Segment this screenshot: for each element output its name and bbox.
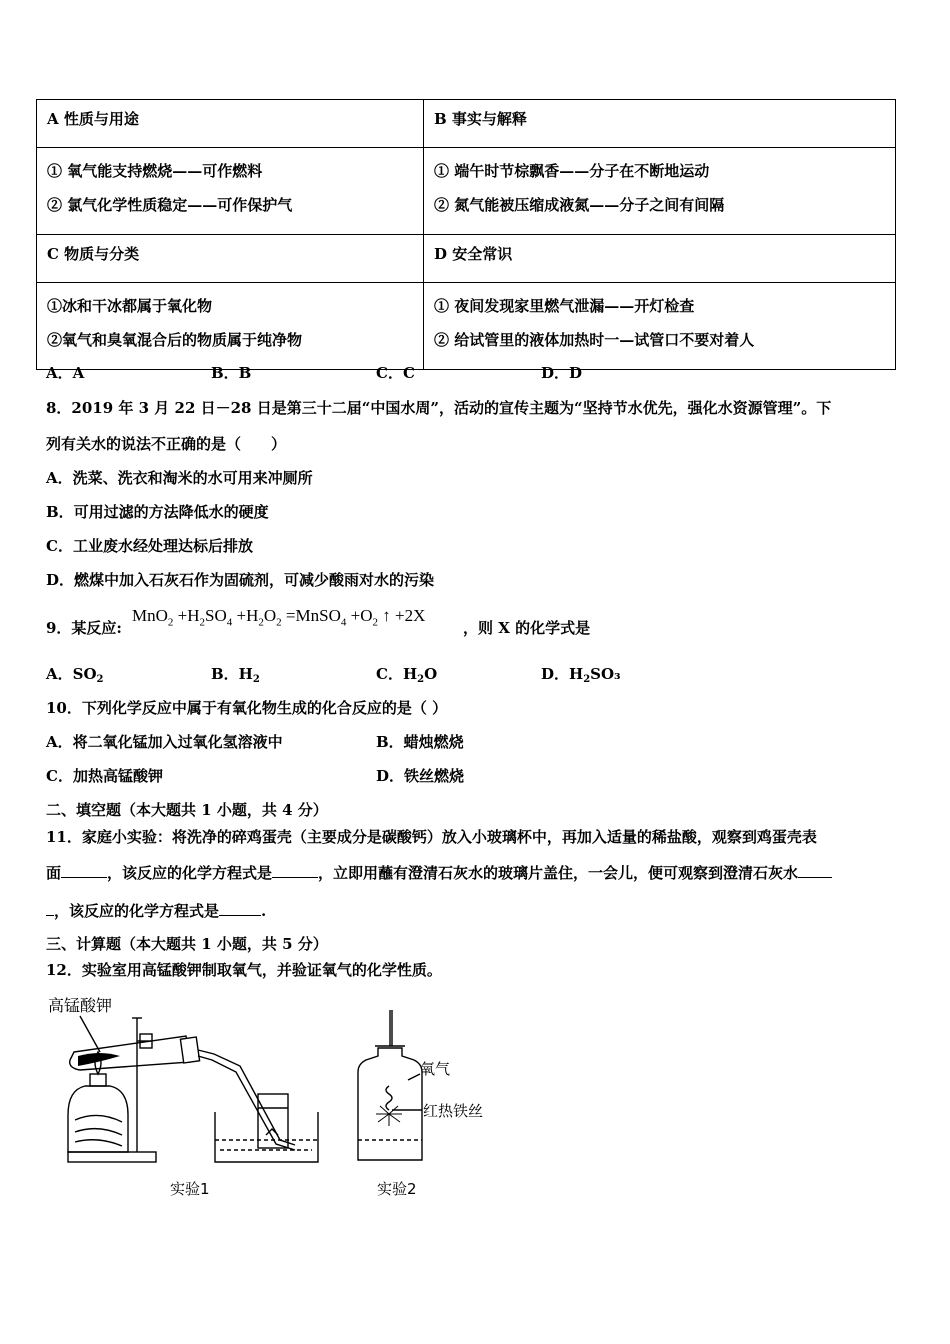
b-line-1: ① 端午时节棕飘香——分子在不断地运动 xyxy=(434,162,710,180)
q11-line2: 面 ，该反应的化学方程式是 ，立即用蘸有澄清石灰水的玻璃片盖住，一会儿，便可观察到澄清石灰水 xyxy=(46,862,832,883)
q7-option-a: A．A xyxy=(46,364,85,382)
stand-base xyxy=(68,1152,156,1162)
q10-option-d: D．铁丝燃烧 xyxy=(376,767,465,785)
caption-experiment-2: 实验2 xyxy=(377,1180,417,1198)
a-line-1: ① 氧气能支持燃烧——可作燃料 xyxy=(47,162,263,180)
oxygen-bottle xyxy=(358,1048,422,1160)
cell-d-header: D 安全常识 xyxy=(424,235,896,283)
section-3-heading: 三、计算题（本大题共 1 小题，共 5 分） xyxy=(46,935,328,953)
delivery-tube xyxy=(198,1050,295,1145)
label-kmno4: 高锰酸钾 xyxy=(48,996,113,1015)
d-line-1: ① 夜间发现家里燃气泄漏——开灯检查 xyxy=(434,297,695,315)
q8-option-d: D．燃煤中加入石灰石作为固硫剂，可减少酸雨对水的污染 xyxy=(46,571,435,589)
c-line-1: ①冰和干冰都属于氧化物 xyxy=(47,297,213,315)
section-2-heading: 二、填空题（本大题共 1 小题，共 4 分） xyxy=(46,801,328,819)
cell-d-content xyxy=(424,283,896,370)
q10-option-c: C．加热高锰酸钾 xyxy=(46,767,163,785)
q9-suffix: ，则 X 的化学式是 xyxy=(463,619,591,637)
caption-experiment-1: 实验1 xyxy=(170,1180,210,1198)
blank-2 xyxy=(272,863,318,878)
q9-option-d: D．$H_2SO_3$ xyxy=(541,665,621,685)
q9-prefix: 9．某反应: xyxy=(46,619,122,637)
q10-stem: 10．下列化学反应中属于有氧化物生成的化合反应的是（ ） xyxy=(46,699,448,717)
label-oxygen: 氧气 xyxy=(420,1060,451,1078)
cell-a-content xyxy=(37,148,424,235)
cell-c-header: C 物质与分类 xyxy=(37,235,424,283)
q7-table xyxy=(36,99,896,370)
q8-option-b: B．可用过滤的方法降低水的硬度 xyxy=(46,503,269,521)
a-line-2: ② 氯气化学性质稳定——可作保护气 xyxy=(47,196,293,214)
cell-b-header: B 事实与解释 xyxy=(424,100,896,148)
q10-option-b: B．蜡烛燃烧 xyxy=(376,733,464,751)
iron-wire-coil xyxy=(386,1086,392,1110)
q12-stem: 12．实验室用高锰酸钾制取氧气，并验证氧气的化学性质。 xyxy=(46,961,442,979)
label-iron-wire: 红热铁丝 xyxy=(423,1102,484,1120)
blank-4 xyxy=(219,901,261,916)
b-line-2: ② 氮气能被压缩成液氮——分子之间有间隔 xyxy=(434,196,725,214)
q11-line3: ，该反应的化学方程式是 . xyxy=(46,900,266,921)
blank-1 xyxy=(61,863,107,878)
q9-option-b: B．$H_2$ xyxy=(211,665,260,685)
q8-stem-line1: 8．2019 年 3 月 22 日－28 日是第三十二届“中国水周”，活动的宣传主题为“坚持节水优先，强化水资源管理”。下 xyxy=(46,399,832,417)
q8-option-a: A．洗菜、洗衣和淘米的水可用来冲厕所 xyxy=(46,469,313,487)
cell-c-content xyxy=(37,283,424,370)
experiment-figure xyxy=(40,990,510,1205)
q7-option-c: C．C xyxy=(376,364,415,382)
q11-line1: 11．家庭小实验：将洗净的碎鸡蛋壳（主要成分是碳酸钙）放入小玻璃杯中，再加入适量的稀盐酸，观察到鸡蛋壳表 xyxy=(46,828,817,846)
q7-option-b: B．B xyxy=(211,364,252,382)
q9-option-c: C．$H_2O$ xyxy=(376,665,438,685)
q7-option-d: D．D xyxy=(541,364,583,382)
c-line-2: ②氧气和臭氧混合后的物质属于纯净物 xyxy=(47,331,303,349)
blank-3 xyxy=(798,863,832,878)
q8-option-c: C．工业废水经处理达标后排放 xyxy=(46,537,253,555)
q9-equation: $MnO_2 +H_2SO_4 +H_2O_2$ =MnSO$_4$ $+O_2$ ↑ +2X xyxy=(132,606,426,629)
water-trough xyxy=(215,1112,318,1162)
test-tube xyxy=(70,1036,190,1070)
q10-option-a: A．将二氧化锰加入过氧化氢溶液中 xyxy=(46,733,283,751)
cell-b-content xyxy=(424,148,896,235)
d-line-2: ② 给试管里的液体加热时一—试管口不要对着人 xyxy=(434,331,755,349)
q8-stem-line2: 列有关水的说法不正确的是（ ） xyxy=(46,435,287,453)
cell-a-header: A 性质与用途 xyxy=(37,100,424,148)
q9-option-a: A．$SO_2$ xyxy=(46,665,104,685)
